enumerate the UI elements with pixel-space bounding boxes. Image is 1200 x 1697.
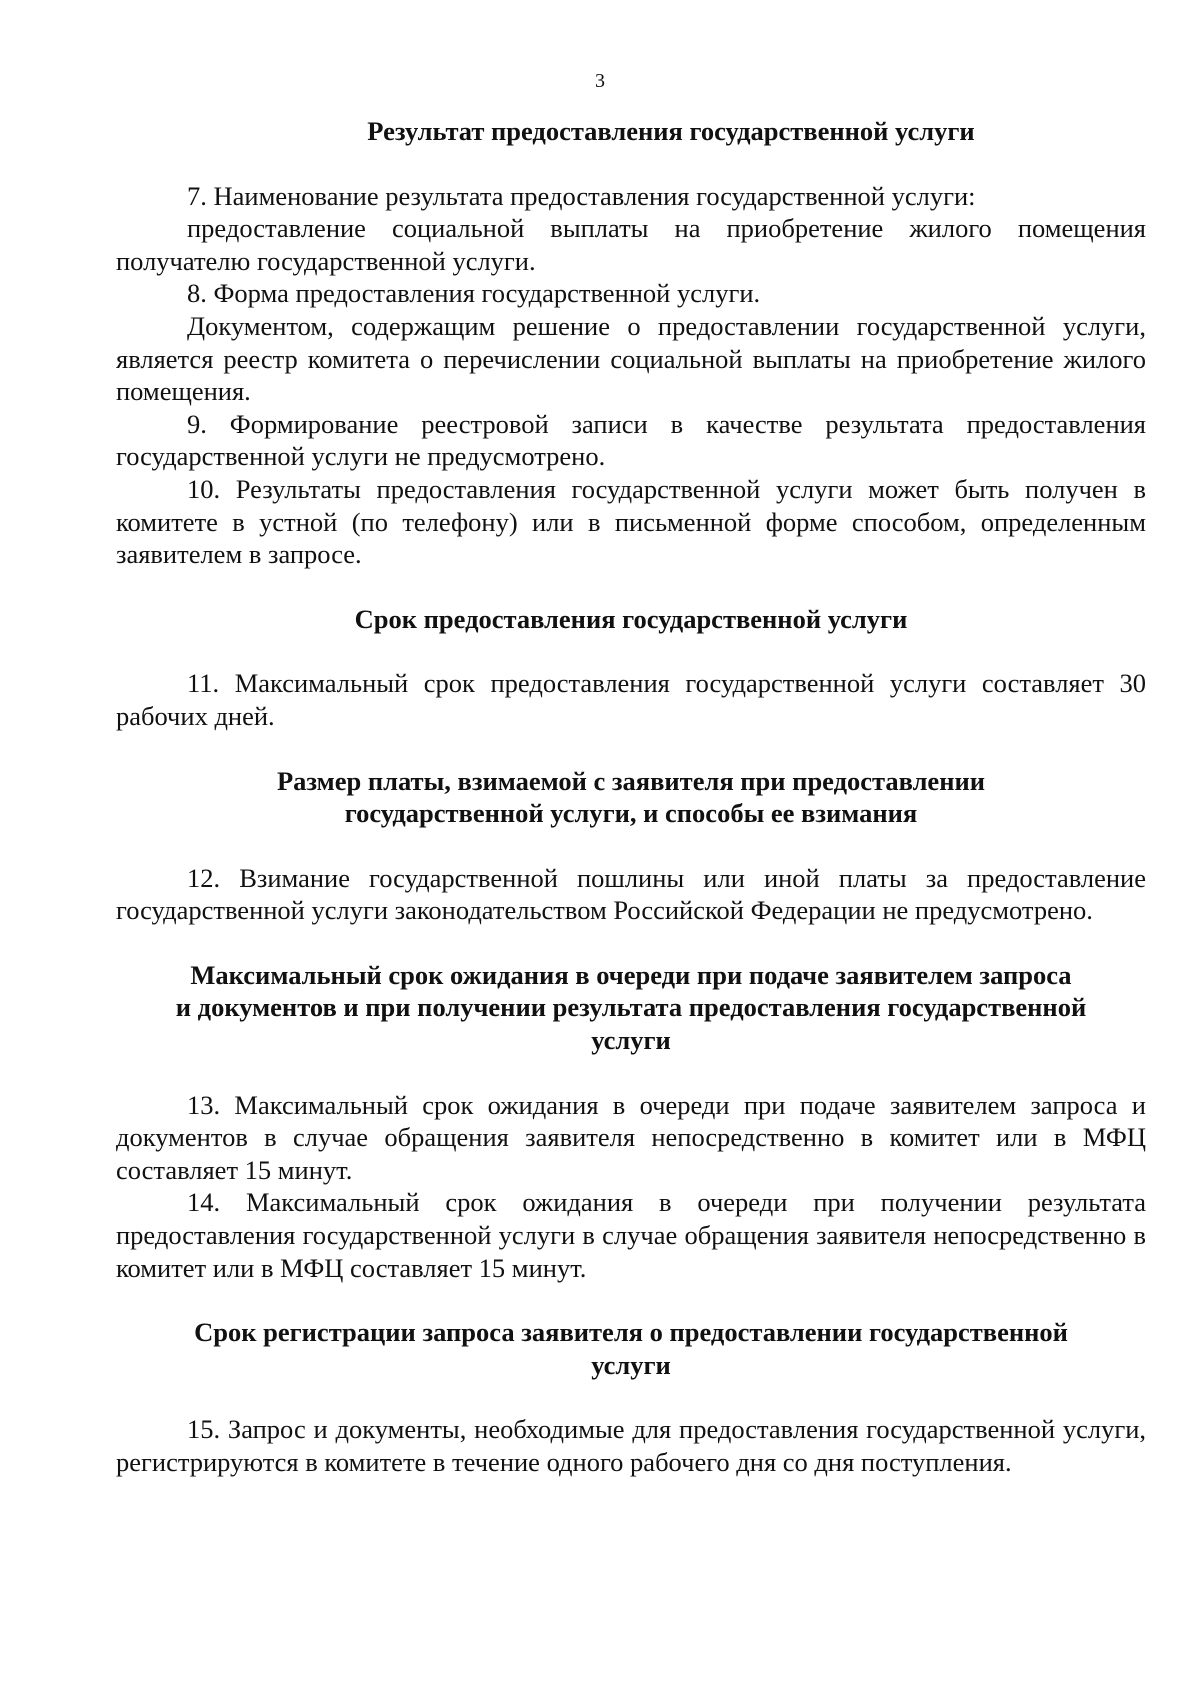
section-heading-term: Срок предоставления государственной услуги xyxy=(354,603,908,634)
paragraph-9: 9. Формирование реестровой записи в качестве результата предоставления государственной услуги не предусмотрено. xyxy=(116,408,1146,472)
document-body xyxy=(116,115,1146,1479)
paragraph-8: 8. Форма предоставления государственной услуги. xyxy=(187,278,761,309)
section-heading-registration-line-1: Срок регистрации запроса заявителя о предоставлении государственной xyxy=(194,1317,1068,1348)
paragraph-10: 10. Результаты предоставления государственной услуги может быть получен в комитете в устной (по телефону) или в письменной форме способом, определенным заявителем в запросе. xyxy=(116,473,1146,570)
paragraph-15: 15. Запрос и документы, необходимые для предоставления государственной услуги, регистрируются в комитете в течение одного рабочего дня со дня поступления. xyxy=(116,1414,1146,1477)
paragraph-13: 13. Максимальный срок ожидания в очереди при подаче заявителем запроса и документов в случае обращения заявителя непосредственно в комитет или в МФЦ составляет 15 минут. xyxy=(116,1089,1146,1185)
section-heading-queue-line-2: и документов и при получении результата предоставления государственной xyxy=(175,992,1087,1023)
section-heading-queue-line-3: услуги xyxy=(591,1025,671,1056)
section-heading-result: Результат предоставления государственной услуги xyxy=(367,116,975,146)
section-heading-registration-line-2: услуги xyxy=(591,1349,671,1380)
page-number: 3 xyxy=(595,70,605,92)
section-heading-fee-line-2: государственной услуги, и способы ее взимания xyxy=(344,798,918,829)
paragraph-11: 11. Максимальный срок предоставления государственной услуги составляет 30 рабочих дней. xyxy=(116,668,1146,731)
section-heading-queue-line-1: Максимальный срок ожидания в очереди при подаче заявителем запроса xyxy=(190,959,1072,990)
paragraph-8-text: Документом, содержащим решение о предоставлении государственной услуги, является реестр комитета о перечислении социальной выплаты на приобретение жилого помещения. xyxy=(116,310,1146,407)
paragraph-7: 7. Наименование результата предоставления государственной услуги: xyxy=(187,180,976,211)
paragraph-14: 14. Максимальный срок ожидания в очереди при получении результата предоставления государственной услуги в случае обращения заявителя непосредственно в комитет или в МФЦ составляет 15 минут. xyxy=(116,1187,1146,1283)
paragraph-12: 12. Взимание государственной пошлины или иной платы за предоставление государственной услуги законодательством Российской Федерации не предусмотрено. xyxy=(116,862,1146,926)
paragraph-7-text: предоставление социальной выплаты на приобретение жилого помещения получателю государственной услуги. xyxy=(116,213,1146,276)
section-heading-fee-line-1: Размер платы, взимаемой с заявителя при предоставлении xyxy=(276,765,986,796)
